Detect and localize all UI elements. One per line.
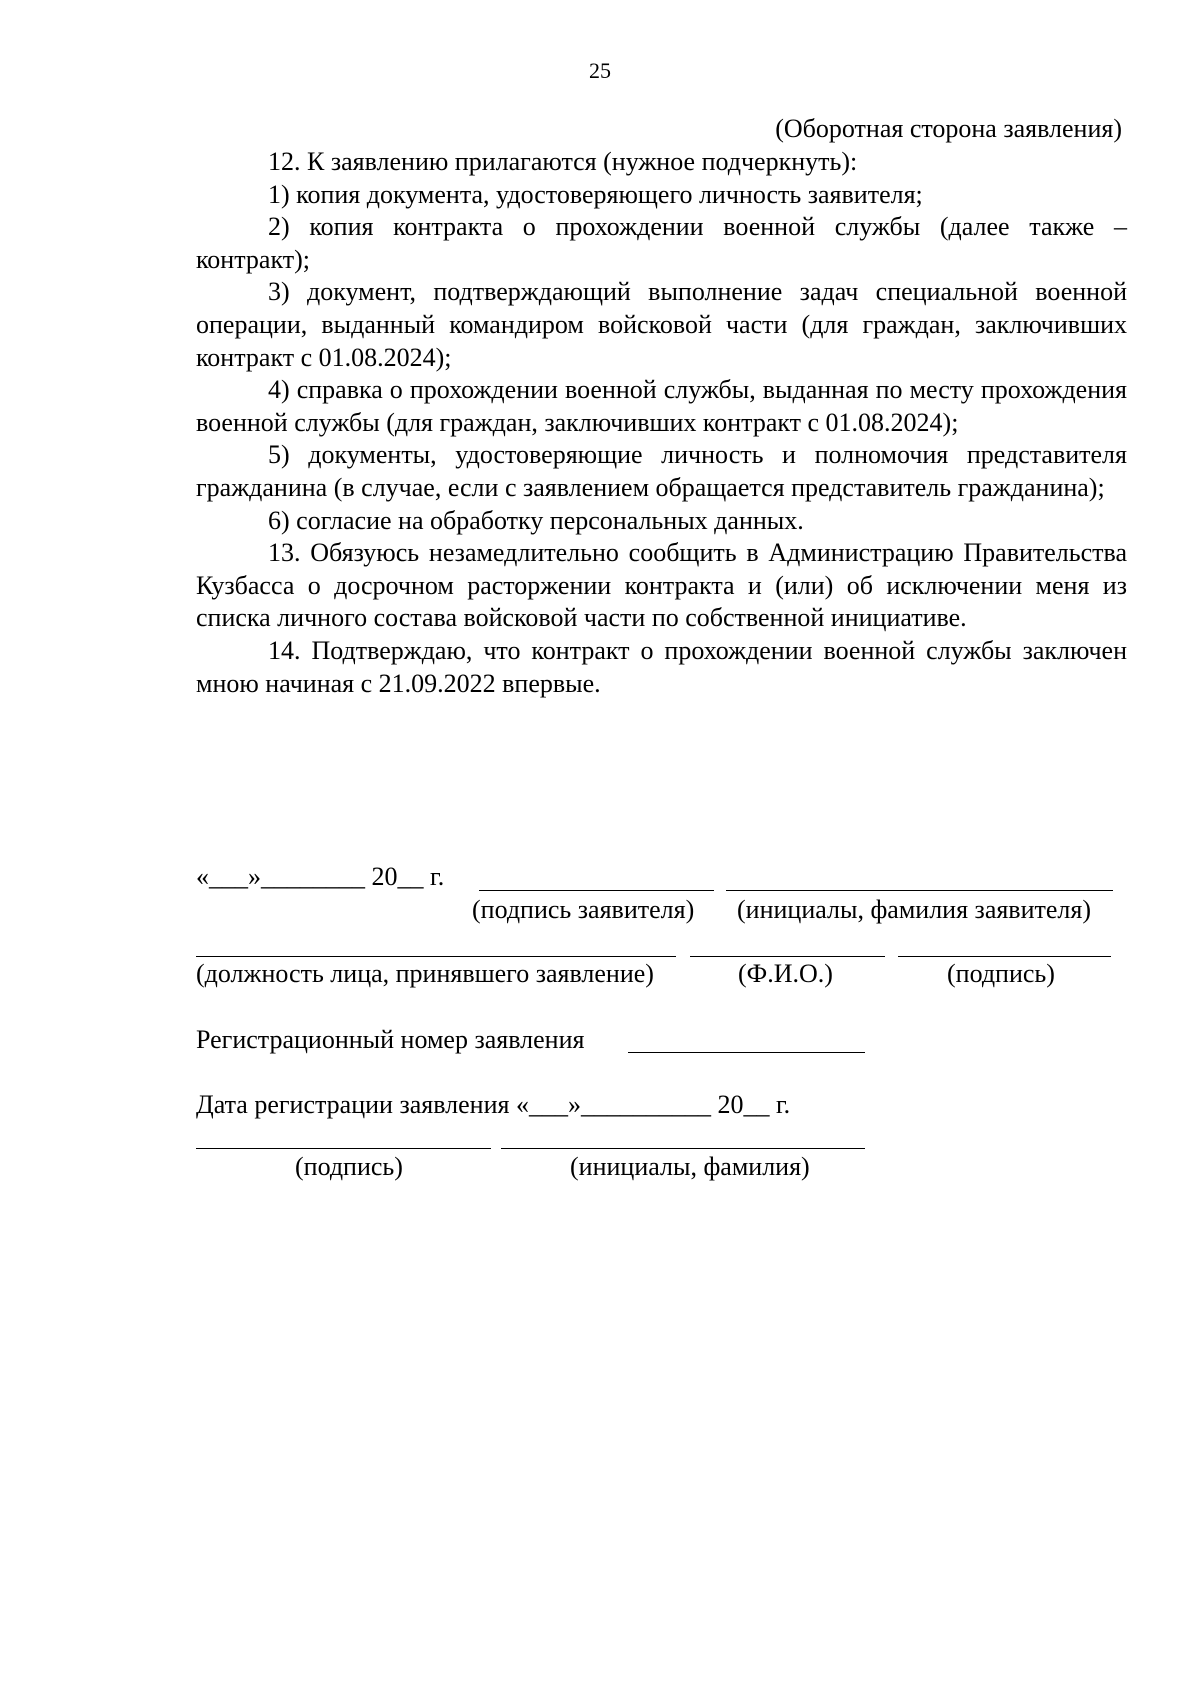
applicant-date-line: «___»________ 20__ г. xyxy=(196,862,445,891)
paragraph-item-4: 4) справка о прохождении военной службы, выданная по месту прохождения военной службы (для граждан, заключивших контракт с 01.08.2024); xyxy=(196,375,1127,437)
receiver-position-line xyxy=(196,956,676,957)
receiver-position-caption: (должность лица, принявшего заявление) xyxy=(196,959,654,988)
page-number: 25 xyxy=(589,58,611,83)
receiver-signature-line xyxy=(898,956,1111,957)
paragraph-item-3: 3) документ, подтверждающий выполнение задач специальной военной операции, выданный командиром войсковой части (для граждан, заключивших контракт с 01.08.2024); xyxy=(196,277,1127,372)
receiver-signature-caption: (подпись) xyxy=(947,959,1055,988)
applicant-signature-line xyxy=(479,890,714,891)
registration-number-label: Регистрационный номер заявления xyxy=(196,1025,585,1054)
registrar-name-caption: (инициалы, фамилия) xyxy=(570,1152,810,1181)
paragraph-item-6: 6) согласие на обработку персональных данных. xyxy=(268,505,804,535)
registration-number-line xyxy=(628,1052,865,1053)
paragraph-attachments-heading: 12. К заявлению прилагаются (нужное подчеркнуть): xyxy=(268,147,858,176)
paragraph-item-5: 5) документы, удостоверяющие личность и полномочия представителя гражданина (в случае, если с заявлением обращается представитель гражданина); xyxy=(196,440,1127,502)
receiver-fio-caption: (Ф.И.О.) xyxy=(738,959,833,988)
paragraph-14: 14. Подтверждаю, что контракт о прохождении военной службы заключен мною начиная с 21.09.2022 впервые. xyxy=(196,635,1127,698)
reverse-side-caption: (Оборотная сторона заявления) xyxy=(775,114,1122,143)
paragraph-13: 13. Обязуюсь незамедлительно сообщить в Администрацию Правительства Кузбасса о досрочном расторжении контракта и (или) об исключении меня из списка личного состава войсковой части по собственной инициативе. xyxy=(196,538,1127,633)
registrar-signature-line xyxy=(196,1148,491,1149)
registrar-name-line xyxy=(501,1148,865,1149)
application-body xyxy=(196,146,1127,700)
applicant-signature-caption: (подпись заявителя) xyxy=(472,895,695,924)
registrar-signature-caption: (подпись) xyxy=(295,1152,403,1181)
paragraph-item-1: 1) копия документа, удостоверяющего личность заявителя; xyxy=(268,179,923,209)
registration-date-label: Дата регистрации заявления «___»__________ 20__ г. xyxy=(196,1090,791,1119)
paragraph-item-2: 2) копия контракта о прохождении военной службы (далее также – контракт); xyxy=(196,212,1127,274)
receiver-fio-line xyxy=(690,956,885,957)
applicant-name-caption: (инициалы, фамилия заявителя) xyxy=(737,895,1091,924)
applicant-name-line xyxy=(726,890,1113,891)
